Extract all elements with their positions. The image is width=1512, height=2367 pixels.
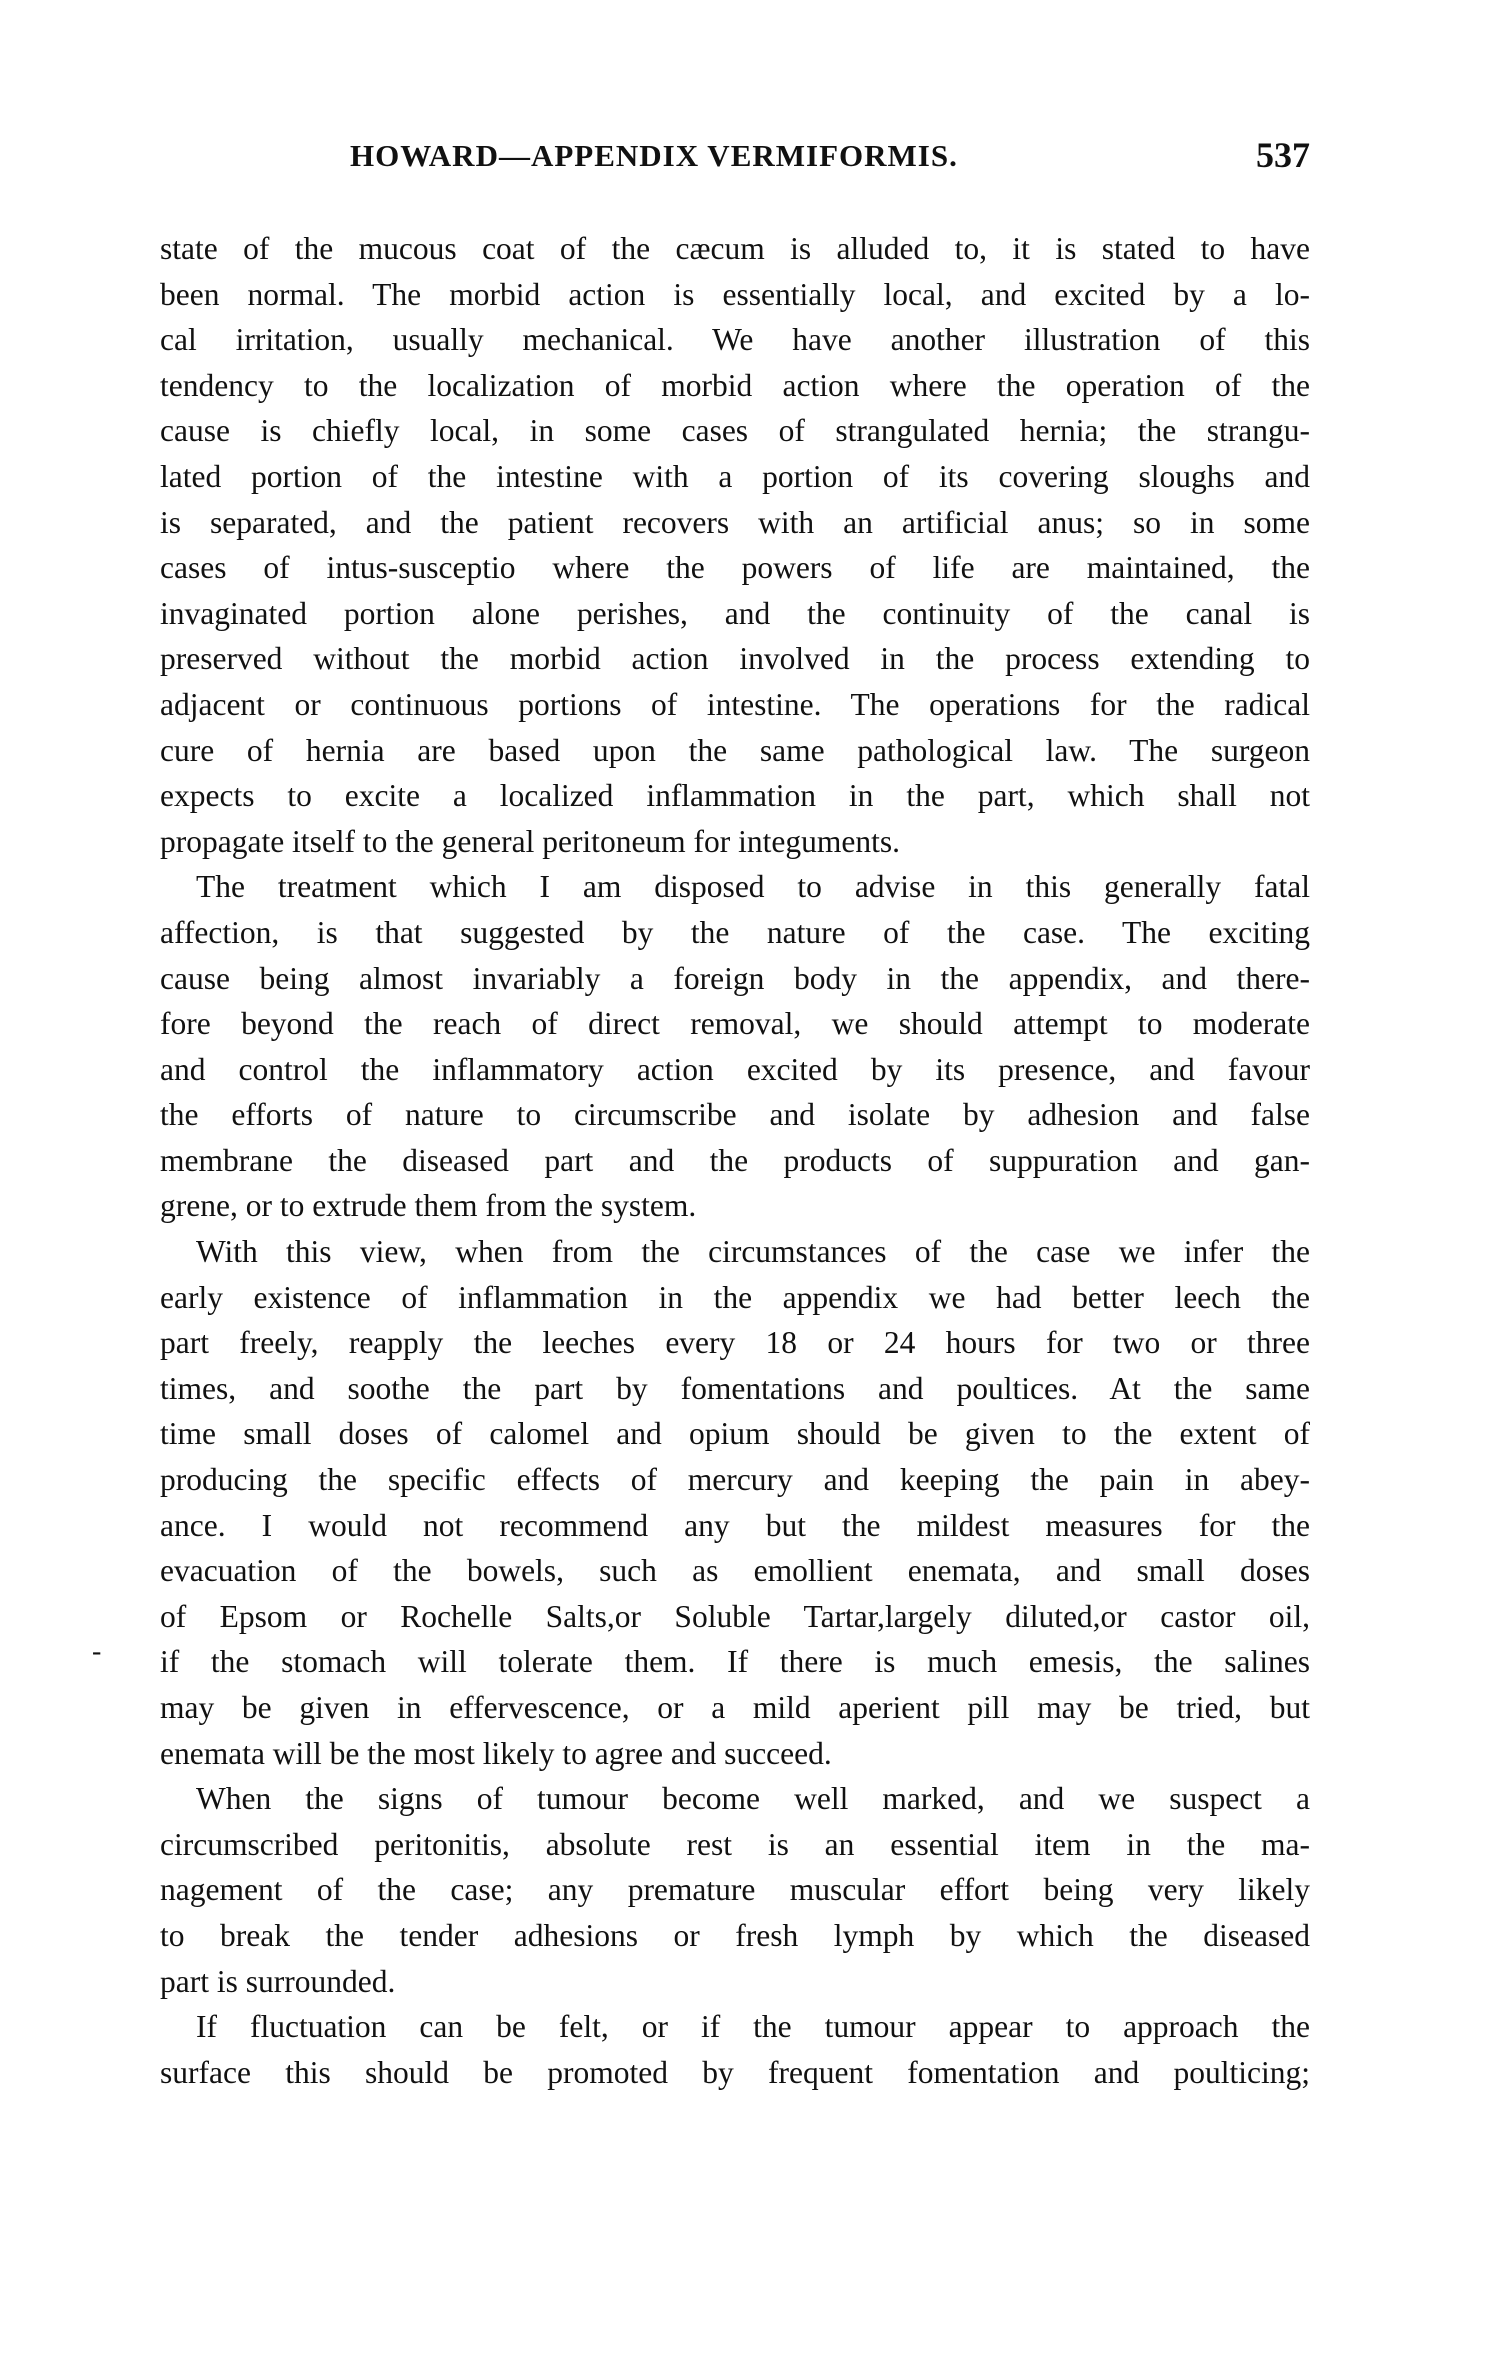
- text-line: cal irritation, usually mechanical. We have another illustration of this: [160, 322, 1310, 358]
- text-line: been normal. The morbid action is essentially local, and excited by a lo-: [160, 276, 1310, 312]
- text-line: expects to excite a localized inflammation in the part, which shall not: [160, 778, 1310, 814]
- page-number: 537: [1256, 135, 1310, 175]
- paragraph-2: [160, 864, 1310, 1229]
- text-line: cause being almost invariably a foreign body in the appendix, and there-: [160, 960, 1310, 996]
- text-line: invaginated portion alone perishes, and the continuity of the canal is: [160, 595, 1310, 631]
- text-line: the efforts of nature to circumscribe and isolate by adhesion and false: [160, 1097, 1310, 1133]
- page-body: [160, 135, 1310, 2095]
- margin-mark: -: [92, 1636, 102, 1667]
- text-line: producing the specific effects of mercury and keeping the pain in abey-: [160, 1462, 1310, 1498]
- text-line: surface this should be promoted by frequent fomentation and poulticing;: [160, 2054, 1310, 2090]
- text-line: preserved without the morbid action involved in the process extending to: [160, 641, 1310, 677]
- text-line: propagate itself to the general peritoneum for integuments.: [160, 823, 901, 859]
- text-line: ance. I would not recommend any but the mildest measures for the: [160, 1507, 1310, 1543]
- text-line: if the stomach will tolerate them. If there is much emesis, the salines: [160, 1644, 1310, 1680]
- text-line: cure of hernia are based upon the same pathological law. The surgeon: [160, 732, 1310, 768]
- text-line: enemata will be the most likely to agree and succeed.: [160, 1735, 832, 1771]
- paragraph-4: [160, 1776, 1310, 2004]
- text-line: When the signs of tumour become well marked, and we suspect a: [196, 1781, 1310, 1817]
- text-line: nagement of the case; any premature muscular effort being very likely: [160, 1872, 1310, 1908]
- text-line: circumscribed peritonitis, absolute rest is an essential item in the ma-: [160, 1826, 1310, 1862]
- text-body: [160, 226, 1310, 2095]
- paragraph-3: [160, 1229, 1310, 1776]
- text-line: lated portion of the intestine with a portion of its covering sloughs and: [160, 458, 1310, 494]
- text-line: early existence of inflammation in the appendix we had better leech the: [160, 1279, 1310, 1315]
- text-line: membrane the diseased part and the products of suppuration and gan-: [160, 1142, 1310, 1178]
- text-line: affection, is that suggested by the nature of the case. The exciting: [160, 914, 1310, 950]
- text-line: If fluctuation can be felt, or if the tumour appear to approach the: [196, 2009, 1310, 2045]
- text-line: time small doses of calomel and opium should be given to the extent of: [160, 1416, 1310, 1452]
- running-head: [160, 135, 1310, 190]
- text-line: to break the tender adhesions or fresh lymph by which the diseased: [160, 1917, 1310, 1953]
- text-line: The treatment which I am disposed to advise in this generally fatal: [196, 869, 1310, 905]
- text-line: grene, or to extrude them from the system.: [160, 1188, 697, 1224]
- text-line: times, and soothe the part by fomentations and poultices. At the same: [160, 1370, 1310, 1406]
- text-line: may be given in effervescence, or a mild aperient pill may be tried, but: [160, 1690, 1310, 1725]
- text-line: of Epsom or Rochelle Salts,or Soluble Tartar,largely diluted,or castor oil,: [160, 1598, 1310, 1634]
- paragraph-5: [160, 2004, 1310, 2095]
- text-line: state of the mucous coat of the cæcum is alluded to, it is stated to have: [160, 231, 1310, 266]
- text-line: and control the inflammatory action excited by its presence, and favour: [160, 1051, 1310, 1087]
- running-title: HOWARD—APPENDIX VERMIFORMIS.: [350, 138, 958, 173]
- text-line: cases of intus-susceptio where the powers of life are maintained, the: [160, 550, 1310, 586]
- text-line: fore beyond the reach of direct removal, we should attempt to moderate: [160, 1006, 1310, 1042]
- text-line: part freely, reapply the leeches every 18 or 24 hours for two or three: [160, 1325, 1310, 1361]
- text-line: adjacent or continuous portions of intestine. The operations for the radical: [160, 686, 1310, 722]
- paragraph-1: [160, 226, 1310, 864]
- text-line: cause is chiefly local, in some cases of strangulated hernia; the strangu-: [160, 413, 1310, 449]
- text-line: evacuation of the bowels, such as emollient enemata, and small doses: [160, 1553, 1310, 1589]
- text-line: is separated, and the patient recovers with an artificial anus; so in some: [160, 504, 1310, 540]
- text-line: part is surrounded.: [160, 1963, 396, 1999]
- text-line: With this view, when from the circumstances of the case we infer the: [196, 1234, 1310, 1270]
- text-line: tendency to the localization of morbid action where the operation of the: [160, 367, 1310, 403]
